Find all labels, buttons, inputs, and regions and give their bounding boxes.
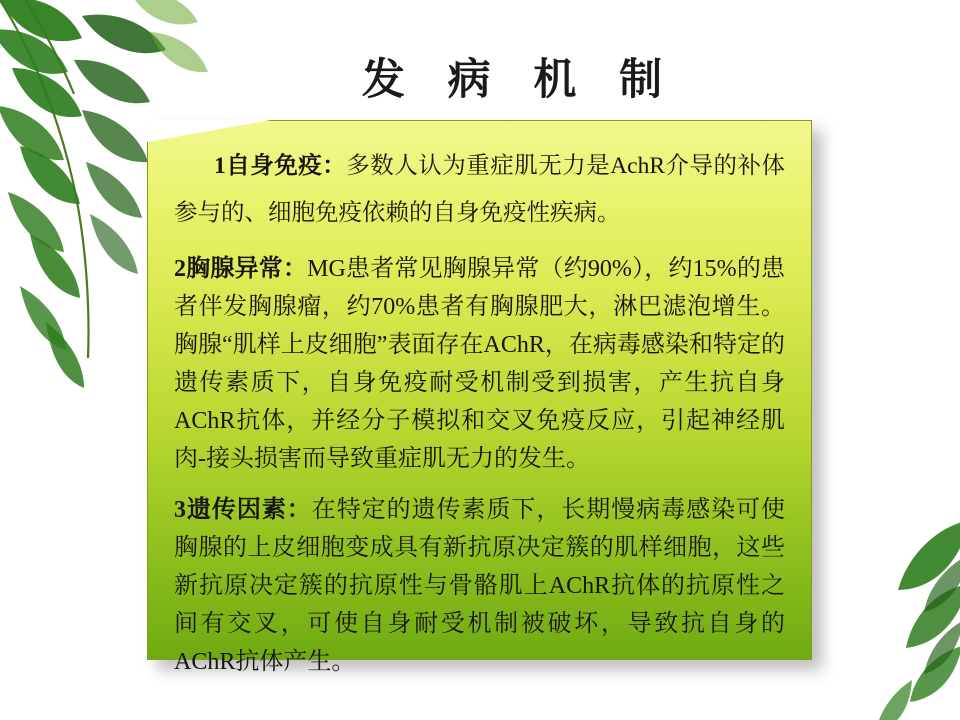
paragraph-body: 在特定的遗传素质下，长期慢病毒感染可使胸腺的上皮细胞变成具有新抗原决定簇的肌样细胞，这些新抗原决定簇的抗原性与骨骼肌上AChR抗体的抗原性之间有交叉，可使自身耐受机制被破坏，导致抗自身的AChR抗体产生。 [174,497,785,676]
paragraph-lead: 1自身免疫： [214,153,347,179]
paragraph-body: MG患者常见胸腺异常（约90%），约15%的患者伴发胸腺瘤，约70%患者有胸腺肥大，淋巴滤泡增生。胸腺“肌样上皮细胞”表面存在AChR，在病毒感染和特定的遗传素质下，自身免疫耐受机制受到损害，产生抗自身AChR抗体，并经分子模拟和交叉免疫反应，引起神经肌肉-接头损害而导致重症肌无力的发生。 [174,256,786,472]
paragraph-lead: 3遗传因素： [174,497,312,524]
content-panel [147,120,812,676]
paragraph-thymus-abnormality [174,251,785,478]
paragraph-self-immunity [174,143,785,237]
paragraph-body: 多数人认为重症肌无力是AchR介导的补体参与的、细胞免疫依赖的自身免疫性疾病。 [174,153,786,226]
paragraph-genetic-factors [174,492,785,682]
page-title: 发 病 机 制 [361,57,679,104]
paragraph-lead: 2胸腺异常： [174,256,308,282]
